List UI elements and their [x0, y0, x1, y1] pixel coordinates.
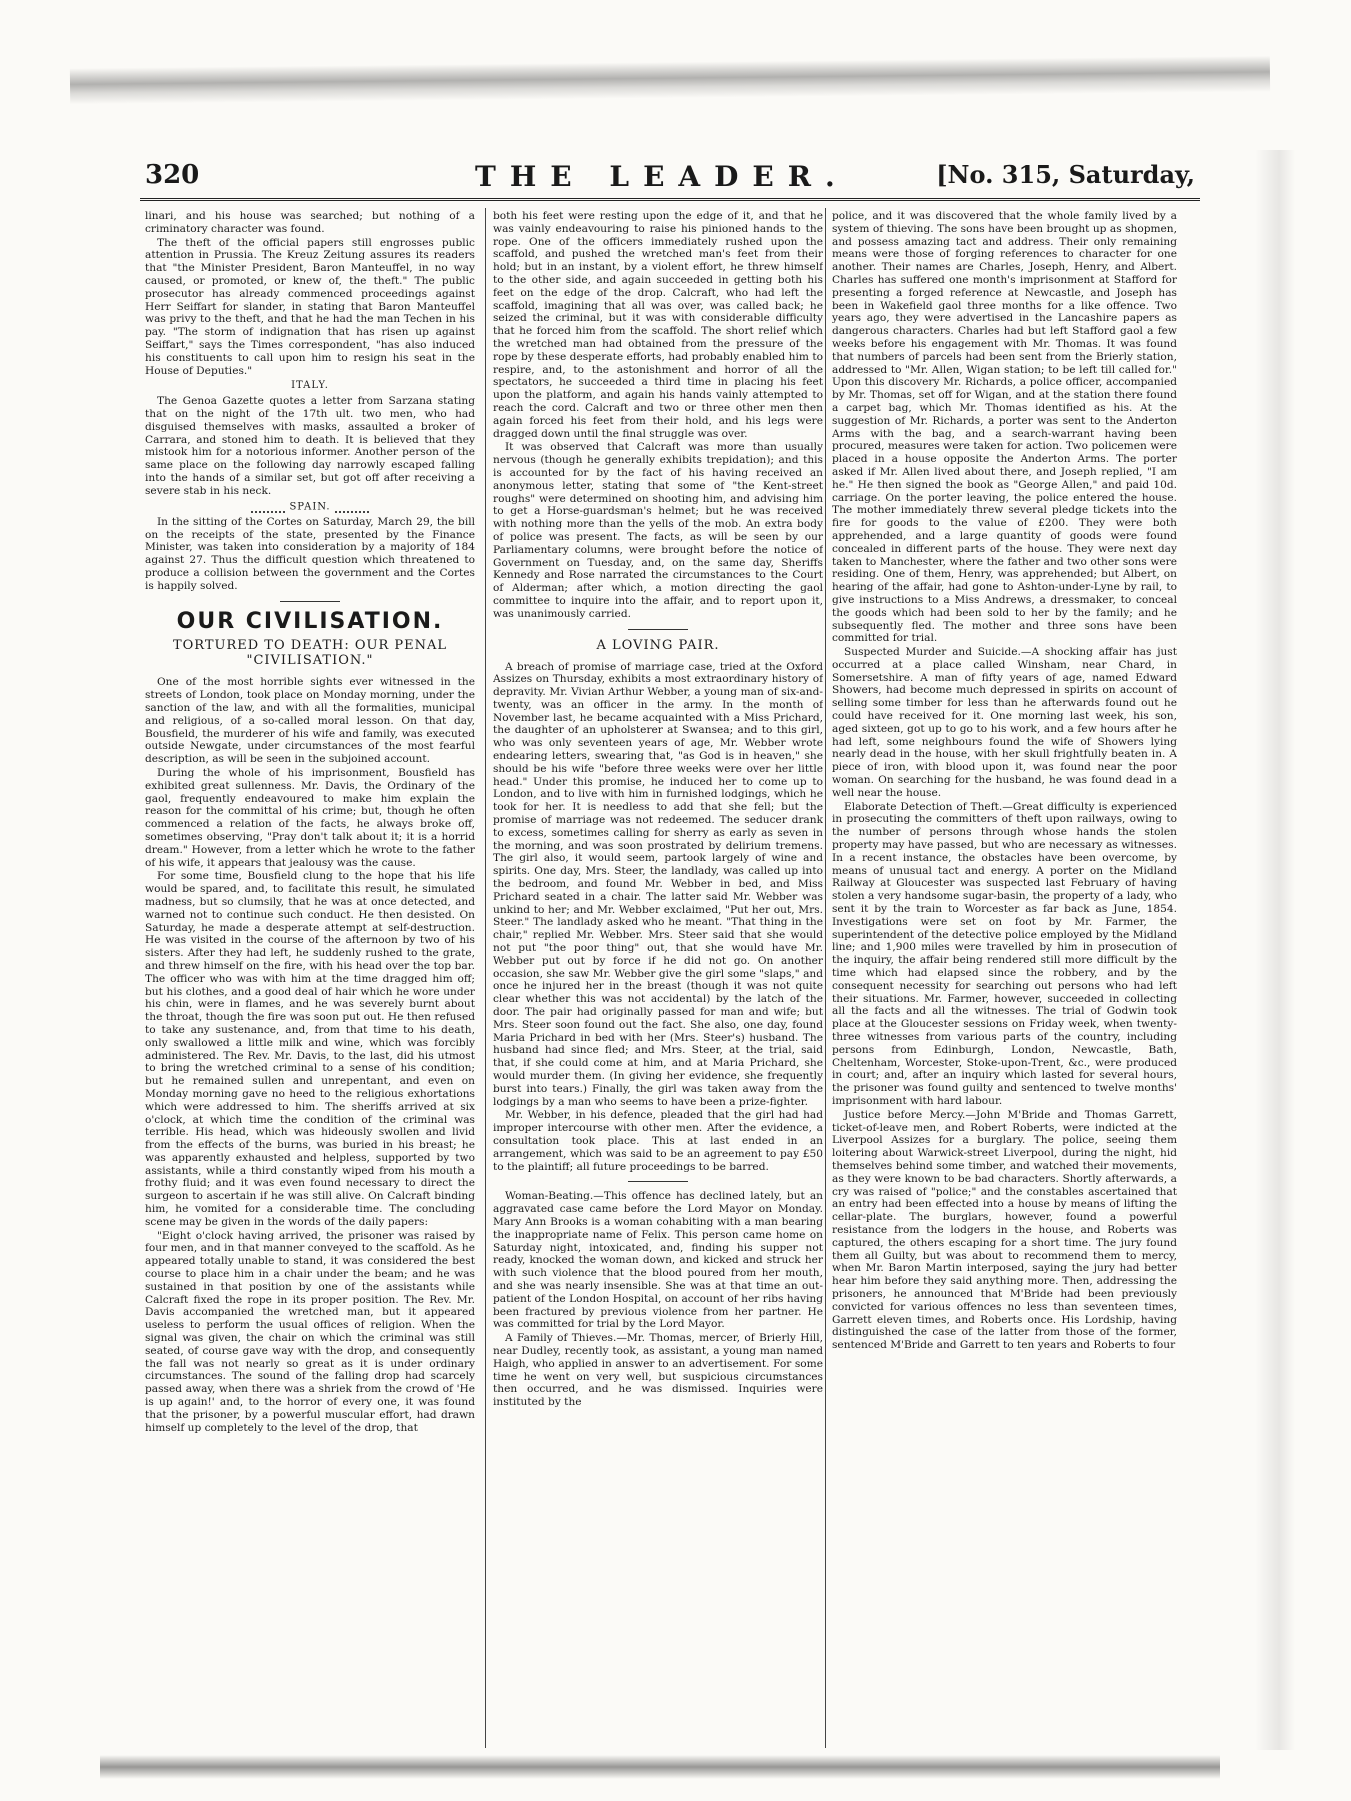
paragraph: A Family of Thieves.—Mr. Thomas, mercer, of Brierly Hill, near Dudley, recently took, as assistant, a young man named Haigh, who applied in answer to an advertisement. For some time he went on very well, but suspicious circumstances then occurred, and he was dismissed. Inquiries were instituted by the [493, 1332, 823, 1409]
paragraph: police, and it was discovered that the whole family lived by a system of thieving. The sons have been brought up as shopmen, and possess amazing tact and address. Their only remaining means were those of forging references to character for one another. Their names are Charles, Joseph, Henry, and Albert. Charles has suffered one month's imprisonment at Stafford for presenting a forged reference at Newcastle, and Joseph has been in Wakefield gaol three months for a like offence. Two years ago, they were advertised in the Lancashire papers as dangerous characters. Charles had but left Stafford gaol a few weeks before his engagement with Mr. Thomas. It was found that numbers of parcels had been sent from the Brierly station, addressed to "Mr. Allen, Wigan station; to be left till called for." Upon this discovery Mr. Richards, a police officer, accompanied by Mr. Thomas, set off for Wigan, and at the station there found a carpet bag, which Mr. Thomas identified as his. At the suggestion of Mr. Richards, a porter was sent to the Anderton Arms with the bag, and a search-warrant having been procured, measures were taken for action. Two policemen were placed in a house opposite the Anderton Arms. The porter asked if Mr. Allen lived about there, and Joseph replied, "I am he." He then signed the book as "George Allen," and paid 10d. carriage. On the porter leaving, the police entered the house. The mother immediately threw several pledge tickets into the fire for goods to the value of £200. They were both apprehended, and a large quantity of goods were found concealed in different parts of the house. They were next day taken to Manchester, where the father and two other sons were residing. One of them, Henry, was apprehended; but Albert, on hearing of the affair, had gone to Ashton-under-Lyne by rail, to give instructions to a Miss Andrews, a dressmaker, to conceal the goods which had been sold to her by the family; and he subsequently fled. The mother and three sons have been committed for trial. [832, 210, 1177, 645]
masthead-rule [140, 198, 1200, 201]
divider [628, 1181, 688, 1182]
page-number: 320 [145, 160, 200, 190]
paragraph: For some time, Bousfield clung to the hope that his life would be spared, and, to facilitate this result, he simulated madness, but so clumsily, that he was at once detected, and warned not to continue such conduct. He then desisted. On Saturday, he made a desperate attempt at self-destruction. He was visited in the course of the afternoon by two of his sisters. After they had left, he suddenly rushed to the grate, and threw himself on the fire, with his head over the top bar. The officer who was with him at the time dragged him off; but his clothes, and a good deal of hair which he wore under his chin, were in flames, and he was severely burnt about the throat, though the fire was soon put out. He then refused to take any sustenance, and, from that time to his death, only swallowed a little milk and wine, which was forcibly administered. The Rev. Mr. Davis, to the last, did his utmost to bring the wretched criminal to a sense of his condition; but he remained sullen and unrepentant, and even on Monday morning gave no heed to the religious exhortations which were addressed to him. The sheriffs arrived at six o'clock, at which time the condition of the criminal was terrible. His head, which was hideously swollen and livid from the effects of the burns, was buried in his breast; he was apparently exhausted and helpless, supported by two assistants, while a third constantly wiped from his mouth a frothy fluid; and it was even found necessary to direct the surgeon to ascertain if he was still alive. On Calcraft binding him, he vomited for a considerable time. The concluding scene may be given in the words of the daily papers: [145, 870, 475, 1228]
paragraph: both his feet were resting upon the edge of it, and that he was vainly endeavouring to raise his pinioned hands to the rope. One of the officers immediately rushed upon the scaffold, and pushed the wretched man's feet from their hold; but in an instant, by a violent effort, he threw himself to the other side, and again succeeded in getting both his feet on the edge of the drop. Calcraft, who had left the scaffold, imagining that all was over, was called back; he seized the criminal, but it was with considerable difficulty that he forced him from the scaffold. The short relief which the wretched man had obtained from the pressure of the rope by these desperate efforts, had probably enabled him to respire, and, to the astonishment and horror of all the spectators, he succeeded a third time in placing his feet upon the platform, and again his hands vainly attempted to reach the cord. Calcraft and two or three other men then again forced his feet from their hold, and his legs were dragged down until the final struggle was over. [493, 210, 823, 440]
ornament-icon [335, 501, 369, 513]
paragraph: A breach of promise of marriage case, tried at the Oxford Assizes on Thursday, exhibits a most extraordinary history of depravity. Mr. Vivian Arthur Webber, a young man of six-and-twenty, was an officer in the army. In the month of November last, he became acquainted with a Miss Prichard, the daughter of an upholsterer at Swansea; and to this girl, who was only seventeen years of age, Mr. Webber wrote endearing letters, swearing that, "as God is in heaven," she should be his wife "before three weeks were over her little head." Under this promise, he induced her to come up to London, and to live with him in furnished lodgings, which he took for her. It is needless to add that she fell; but the promise of marriage was not redeemed. The seducer drank to excess, sometimes calling for sherry as early as seven in the morning, and was soon prostrated by delirium tremens. The girl also, it would seem, partook largely of wine and spirits. One day, Mrs. Steer, the landlady, was called up into the bedroom, and found Mr. Webber in bed, and Miss Prichard seated in a chair. The latter said Mr. Webber was unkind to her; and Mr. Webber exclaimed, "Put her out, Mrs. Steer." The landlady asked who he meant. "That thing in the chair," replied Mr. Webber. Mrs. Steer said that she would not put "the poor thing" out, that she would have Mr. Webber put out by force if he did not go. On another occasion, she saw Mr. Webber give the girl some "slaps," and once he injured her in the breast (though it was not quite clear whether this was not accidental) by the latch of the door. The pair had originally passed for man and wife; but Mrs. Steer soon found out the fact. She also, one day, found Maria Prichard in bed with her (Mrs. Steer's) husband. The husband had since fled; and Mrs. Steer, at the trial, said that, if she could come at him, and at Maria Prichard, she would murder them. (In giving her evidence, she frequently burst into tears.) Finally, the girl was taken away from the lodgings by a man who seems to have been a prize-fighter. [493, 660, 823, 1108]
paragraph: In the sitting of the Cortes on Saturday, March 29, the bill on the receipts of the state, presented by the Finance Minister, was taken into consideration by a majority of 184 against 27. Thus the difficult question which threatened to produce a collision between the government and the Cortes is happily solved. [145, 515, 475, 592]
scan-edge-bottom [100, 1755, 1220, 1779]
divider [280, 601, 340, 602]
section-heading-spain: SPAIN. [145, 501, 475, 514]
issue-number: [No. 315, Saturday, [936, 160, 1195, 189]
paragraph: "Eight o'clock having arrived, the prisoner was raised by four men, and in that manner conveyed to the scaffold. As he appeared totally unable to stand, it was considered the best course to place him in a chair under the beam; and he was sustained in that position by one of the assistants while Calcraft fixed the rope in its proper position. The Rev. Mr. Davis accompanied the wretched man, but it appeared useless to perform the usual offices of religion. When the signal was given, the chair on which the criminal was still seated, of course gave way with the drop, and consequently the fall was not nearly so great as it is under ordinary circumstances. The sound of the falling drop had scarcely passed away, when there was a shriek from the crowd of 'He is up again!' and, to the horror of every one, it was found that the prisoner, by a powerful muscular effort, had drawn himself up completely to the level of the drop, that [145, 1229, 475, 1434]
paragraph: Woman-Beating.—This offence has declined lately, but an aggravated case came before the Lord Mayor on Monday. Mary Ann Brooks is a woman cohabiting with a man bearing the inappropriate name of Felix. This person came home on Saturday night, intoxicated, and, finding his supper not ready, knocked the woman down, and kicked and struck her with such violence that the blood poured from her mouth, and she was nearly insensible. She was at that time an out-patient of the London Hospital, on account of her ribs having been fractured by previous violence from her partner. He was committed for trial by the Lord Mayor. [493, 1190, 823, 1331]
section-title: OUR CIVILISATION. [176, 608, 444, 634]
paragraph: Justice before Mercy.—John M'Bride and Thomas Garrett, ticket-of-leave men, and Robert Roberts, were indicted at the Liverpool Assizes for a burglary. The police, seeing them loitering about Warwick-street Liverpool, during the night, hid themselves behind some timber, and watched their movements, as they were known to be bad characters. Shortly afterwards, a cry was raised of "police;" and the constables ascertained that an entry had been effected into a house by means of lifting the cellar-plate. The burglars, however, found a powerful resistance from the lodgers in the house, and Roberts was captured, the others escaping for a short time. The jury found them all Guilty, but was about to recommend them to mercy, when Mr. Baron Martin interposed, saying the jury had better hear him before they said anything more. Then, addressing the prisoners, he announced that M'Bride had been previously convicted for various offences no less than seventeen times, Garrett eleven times, and Roberts once. His Lordship, having distinguished the case of the latter from those of the former, sentenced M'Bride and Garrett to ten years and Roberts to four [832, 1108, 1177, 1352]
ornament-icon [251, 501, 285, 513]
paragraph: The Genoa Gazette quotes a letter from Sarzana stating that on the night of the 17th ult. two men, who had disguised themselves with masks, assaulted a broker of Carrara, and stoned him to death. It is believed that they mistook him for a notorious informer. Another person of the same place on the following day narrowly escaped falling into the hands of a similar set, but got off after receiving a severe stab in his neck. [145, 395, 475, 497]
section-heading-italy: ITALY. [291, 380, 329, 392]
article-title: TORTURED TO DEATH: OUR PENAL "CIVILISATION." [172, 638, 448, 669]
paragraph: During the whole of his imprisonment, Bousfield has exhibited great sullenness. Mr. Davis, the Ordinary of the gaol, frequently endeavoured to make him explain the reason for the committal of his crime; but, though he often commenced a relation of the facts, he always broke off, sometimes observing, "Pray don't talk about it; it is a horrid dream." However, from a letter which he wrote to the father of his wife, it appears that jealousy was the cause. [145, 766, 475, 869]
paragraph: Mr. Webber, in his defence, pleaded that the girl had had improper intercourse with other men. After the evidence, a consultation took place. This at last ended in an arrangement, which was said to be an agreement to pay £50 to the plaintiff; all future proceedings to be barred. [493, 1109, 823, 1173]
paragraph: The theft of the official papers still engrosses public attention in Prussia. The Kreuz Zeitung assures its readers that "the Minister President, Baron Manteuffel, in no way caused, or promoted, or knew of, the theft." The public prosecutor has already commenced proceedings against Herr Seiffart for slander, in stating that Baron Manteuffel was privy to the theft, and that he had the man Techen in his pay. "The storm of indignation that has risen up against Seiffart," says the Times correspondent, "has also induced his constituents to call upon him to resign his seat in the House of Deputies." [145, 236, 475, 377]
column-1 [145, 210, 475, 1750]
column-3 [832, 210, 1177, 1750]
column-rule [485, 208, 486, 1748]
divider [628, 629, 688, 630]
paragraph: linari, and his house was searched; but nothing of a criminatory character was found. [145, 210, 475, 235]
column-2 [493, 210, 823, 1750]
paragraph: Suspected Murder and Suicide.—A shocking affair has just occurred at a place called Winsham, near Chard, in Somersetshire. A man of fifty years of age, named Edward Showers, had become much depressed in spirits on account of selling some timber for less than he afterwards found out he could have received for it. One morning last week, his son, aged sixteen, got up to go to his work, and a few hours after he had left, some neighbours found the wife of Showers lying nearly dead in the house, with her skull frightfully beaten in. A piece of iron, with blood upon it, was found near the poor woman. On searching for the husband, he was found dead in a well near the house. [832, 646, 1177, 799]
paragraph: It was observed that Calcraft was more than usually nervous (though he generally exhibits trepidation); and this is accounted for by the fact of his having received an anonymous letter, stating that some of "the Kent-street roughs" were determined on shooting him, and advising him to get a Horse-guardsman's helmet; but he was received with nothing more than the yells of the mob. An extra body of police was present. The facts, as will be seen by our Parliamentary columns, were brought before the notice of Government on Tuesday, and, on the same day, Sheriffs Kennedy and Rose narrated the circumstances to the Court of Alderman; after which, a motion directing the gaol committee to inquire into the affair, and to report upon it, was unanimously carried. [493, 441, 823, 620]
scan-edge-top [70, 56, 1270, 105]
masthead [145, 160, 1195, 196]
newspaper-title: THE LEADER. [475, 160, 849, 193]
column-rule [825, 208, 826, 1748]
paragraph: Elaborate Detection of Theft.—Great difficulty is experienced in prosecuting the committers of theft upon railways, owing to the number of persons through whose hands the stolen property may have passed, but who are necessary as witnesses. In a recent instance, the obstacles have been overcome, by means of unusual tact and energy. A porter on the Midland Railway at Gloucester was suspected last February of having stolen a very handsome sugar-basin, the property of a lady, who sent it by the train to Worcester as far back as June, 1854. Investigations were set on foot by Mr. Farmer, the superintendent of the detective police employed by the Midland line; and 1,900 miles were travelled by him in prosecution of the inquiry, the affair being rendered still more difficult by the time which had elapsed since the robbery, and by the consequent necessity for searching out persons who had left their situations. Mr. Farmer, however, succeeded in collecting all the facts and all the witnesses. The trial of Godwin took place at the Gloucester sessions on Friday week, when twenty-three witnesses from various parts of the country, including persons from Edinburgh, London, Newcastle, Bath, Cheltenham, Worcester, Stoke-upon-Trent, &c., were produced in court; and, after an inquiry which lasted for several hours, the prisoner was found guilty and sentenced to twelve months' imprisonment with hard labour. [832, 800, 1177, 1107]
article-title: A LOVING PAIR. [596, 637, 720, 653]
paragraph: One of the most horrible sights ever witnessed in the streets of London, took place on Monday morning, under the sanction of the law, and with all the formalities, municipal and religious, of a so-called moral lesson. On that day, Bousfield, the murderer of his wife and family, was executed outside Newgate, under circumstances of the most fearful description, as will be seen in the subjoined account. [145, 676, 475, 766]
scan-shadow-right [1255, 150, 1295, 1750]
